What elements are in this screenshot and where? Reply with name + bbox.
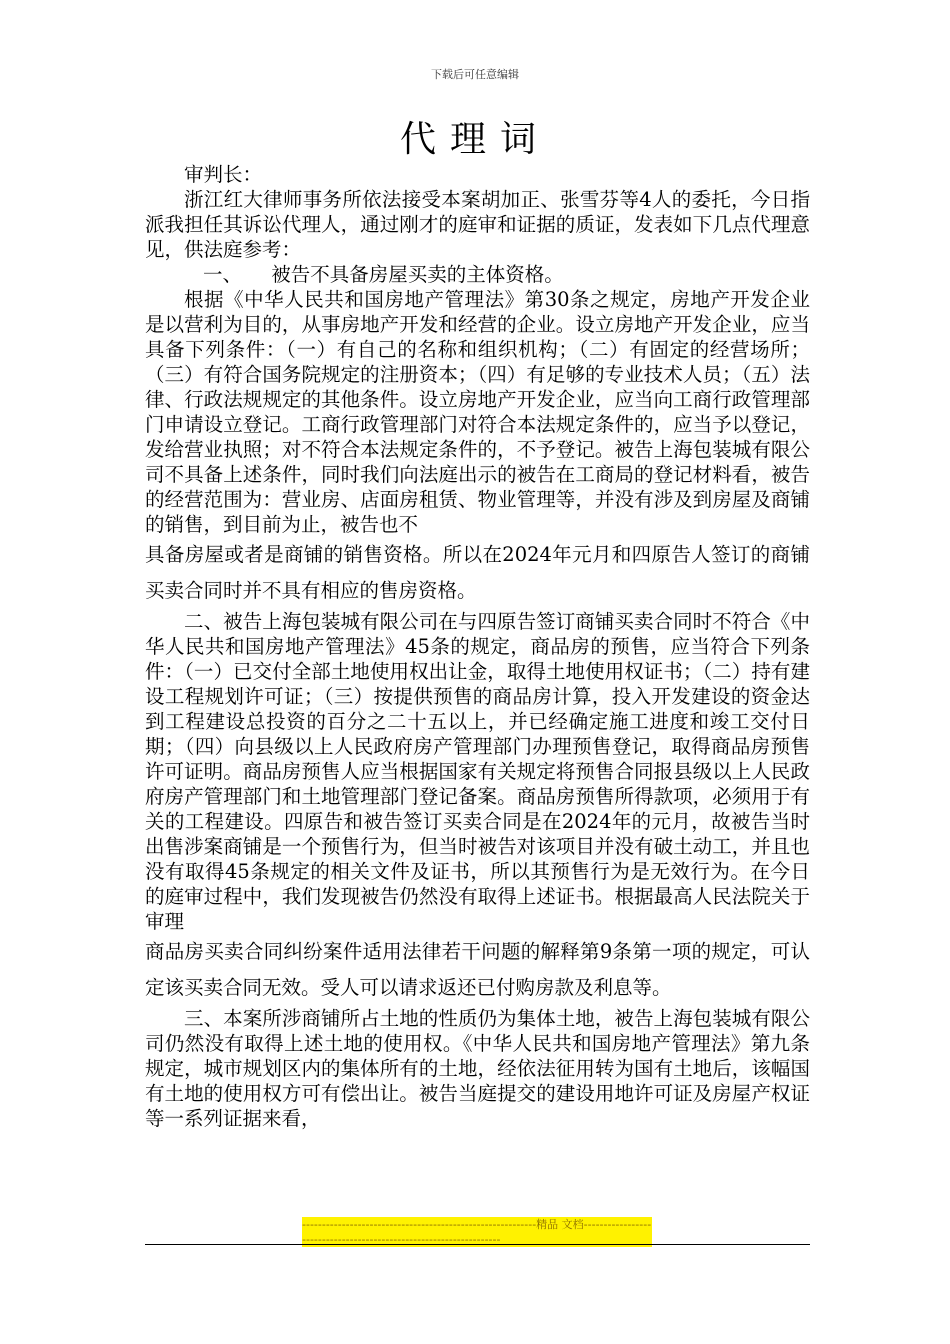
paragraph-intro: 浙江红大律师事务所依法接受本案胡加正、张雪芬等4人的委托，今日指派我担任其诉讼代理人，通过刚才的庭审和证据的质证，发表如下几点代理意见，供法庭参考： xyxy=(145,188,810,261)
paragraph-section-1: 根据《中华人民共和国房地产管理法》第30条之规定，房地产开发企业是以营利为目的，从事房地产开发和经营的企业。设立房地产开发企业，应当具备下列条件：（一）有自己的名称和组织机构；（二）有固定的经营场所；（三）有符合国务院规定的注册资本；（四）有足够的专业技术人员；（五）法律、行政法规规定的其他条件。设立房地产开发企业，应当向工商行政管理部门申请设立登记。工商行政管理部门对符合本法规定条件的，应当予以登记，发给营业执照；对不符合本法规定条件的，不予登记。被告上海包装城有限公司不具备上述条件，同时我们向法庭出示的被告在工商局的登记材料看，被告的经营范围为：营业房、店面房租赁、物业管理等，并没有涉及到房屋及商铺的销售，到目前为止，被告也不 xyxy=(145,288,810,536)
paragraph-section-1-continued: 具备房屋或者是商铺的销售资格。所以在2024年元月和四原告人签订的商铺买卖合同时并不具有相应的售房资格。 xyxy=(145,543,810,602)
header-note: 下载后可任意编辑 xyxy=(431,68,519,81)
paragraph-section-2: 二、被告上海包装城有限公司在与四原告签订商铺买卖合同时不符合《中华人民共和国房地产管理法》45条的规定，商品房的预售，应当符合下列条件：（一）已交付全部土地使用权出让金，取得土地使用权证书；（二）持有建设工程规划许可证；（三）按提供预售的商品房计算，投入开发建设的资金达到工程建设总投资的百分之二十五以上，并已经确定施工进度和竣工交付日期；（四）向县级以上人民政府房产管理部门办理预售登记，取得商品房预售许可证明。商品房预售人应当根据国家有关规定将预售合同报县级以上人民政府房产管理部门和土地管理部门登记备案。商品房预售所得款项，必须用于有关的工程建设。四原告和被告签订买卖合同是在2024年的元月，故被告当时出售涉案商铺是一个预售行为，但当时被告对该项目并没有破土动工，并且也没有取得45条规定的相关文件及证书，所以其预售行为是无效行为。在今日的庭审过程中，我们发现被告仍然没有取得上述证书。根据最高人民法院关于审理 xyxy=(145,610,810,933)
section-heading-1: 一、 被告不具备房屋买卖的主体资格。 xyxy=(203,263,564,286)
paragraph-section-3: 三、本案所涉商铺所占土地的性质仍为集体土地，被告上海包装城有限公司仍然没有取得上述土地的使用权。《中华人民共和国房地产管理法》第九条规定，城市规划区内的集体所有的土地，经依法征用转为国有土地后，该幅国有土地的使用权方可有偿出让。被告当庭提交的建设用地许可证及房屋产权证等一系列证据来看， xyxy=(145,1007,810,1130)
footer-divider xyxy=(145,1244,810,1245)
document-title: 代理词 xyxy=(399,119,550,160)
salutation: 审判长： xyxy=(184,163,263,186)
footer-watermark: -----------------------------------------------------------精品 文档------------------------------------------------------------------- xyxy=(302,1218,652,1246)
paragraph-section-2-continued: 商品房买卖合同纠纷案件适用法律若干问题的解释第9条第一项的规定，可认定该买卖合同无效。受人可以请求返还已付购房款及利息等。 xyxy=(145,940,810,999)
document-body xyxy=(145,162,810,1131)
